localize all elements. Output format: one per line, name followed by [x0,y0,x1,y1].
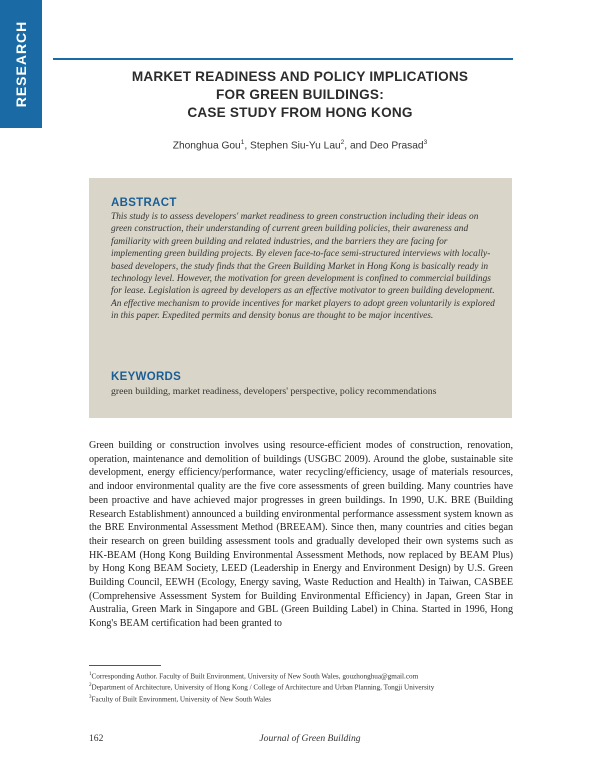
author-list [80,139,520,151]
footnotes [89,670,529,704]
footnote-1 [89,670,529,681]
title-rule [53,58,513,60]
footnote-3-text: Faculty of Built Environment, University of New South Wales [91,695,272,704]
footnote-1-number: 1 [89,672,92,677]
body-paragraph: Green building or construction involves using resource-efficient modes of construction, renovation, operation, maintenance and demolition of buildings (USGBC 2009). Around the globe, sustainable site development, energy efficiency/performance, water recycling/efficiency, usage of materials resources, and indoor environmental quality are the five core assessments of green building. Many countries have been proactive and have achieved major progresses in green buildings. In 1990, U.K. BRE (Building Research Establishment) announced a building environmental performance assessment system known as the BRE Environmental Assessment Method (BREEAM). Since then, many countries and cities began their research on green building assessment tools and gradually developed their own systems such as HK-BEAM (Hong Kong Building Environmental Assessment Methods, now replaced by BEAM Plus) by Hong Kong BEAM Society, LEED (Leadership in Energy and Environment Design) by U.S. Green Building Council, EEWH (Ecology, Energy saving, Waste Reduction and Health) in Taiwan, CASBEE (Comprehensive Assessment System for Building Environmental Efficiency) in Japan, Green Star in Australia, Green Mark in Singapore and GBL (Green Building Label) in China. Started in 1996, Hong Kong's BEAM certification had been granted to [89,440,513,630]
author-separator-2: , and [344,140,370,152]
author-separator-1: , [244,140,251,152]
author-1-affiliation: 1 [240,139,245,146]
author-2: Stephen Siu-Yu Lau [250,140,341,152]
section-tab [0,0,42,128]
footnote-3 [89,693,529,704]
section-tab-label: RESEARCH [13,20,29,108]
footnote-rule [89,665,161,666]
keywords-heading: KEYWORDS [111,371,182,383]
keywords-text: green building, market readiness, developers' perspective, policy recommendations [111,386,437,397]
footnote-2 [89,681,529,692]
journal-name: Journal of Green Building [259,733,361,744]
title-line-3: CASE STUDY FROM HONG KONG [187,105,413,120]
footnote-2-text: Department of Architecture, University of Hong Kong / College of Architecture and Urban Planning, Tongji University [91,683,435,692]
article-title [80,68,520,122]
footnote-3-number: 3 [89,694,92,700]
abstract-text: This study is to assess developers' market readiness to green construction including their ideas on green construction, their understanding of current green building policies, their awareness and familiarity with green building and related industries, and the barriers they are facing for implementing green building projects. By eleven face-to-face semi-structured interviews with locally-based developers, the study finds that the Green Building Market in Hong Kong is basically ready in technology level. However, the motivation for green development is confined to commercial buildings for lease. Legislation is agreed by developers as an effective motivator to green building development. An effective mechanism to provide incentives for market players to adopt green voluntarily is explored in this paper. Expedited permits and density bonus are thought to be major incentives. [111,212,495,322]
abstract-heading: ABSTRACT [111,197,177,209]
title-line-2: FOR GREEN BUILDINGS: [216,87,384,102]
footnote-2-number: 2 [89,683,92,689]
author-1: Zhonghua Gou [172,140,241,152]
author-2-affiliation: 2 [340,139,345,146]
author-3-affiliation: 3 [423,139,428,146]
title-line-1: MARKET READINESS AND POLICY IMPLICATIONS [131,69,469,84]
footnote-1-text: Corresponding Author. Faculty of Built Environment, University of New South Wales, gouzhonghua@gmail.com [91,672,419,681]
author-3: Deo Prasad [369,140,424,152]
page-number: 162 [89,733,104,744]
